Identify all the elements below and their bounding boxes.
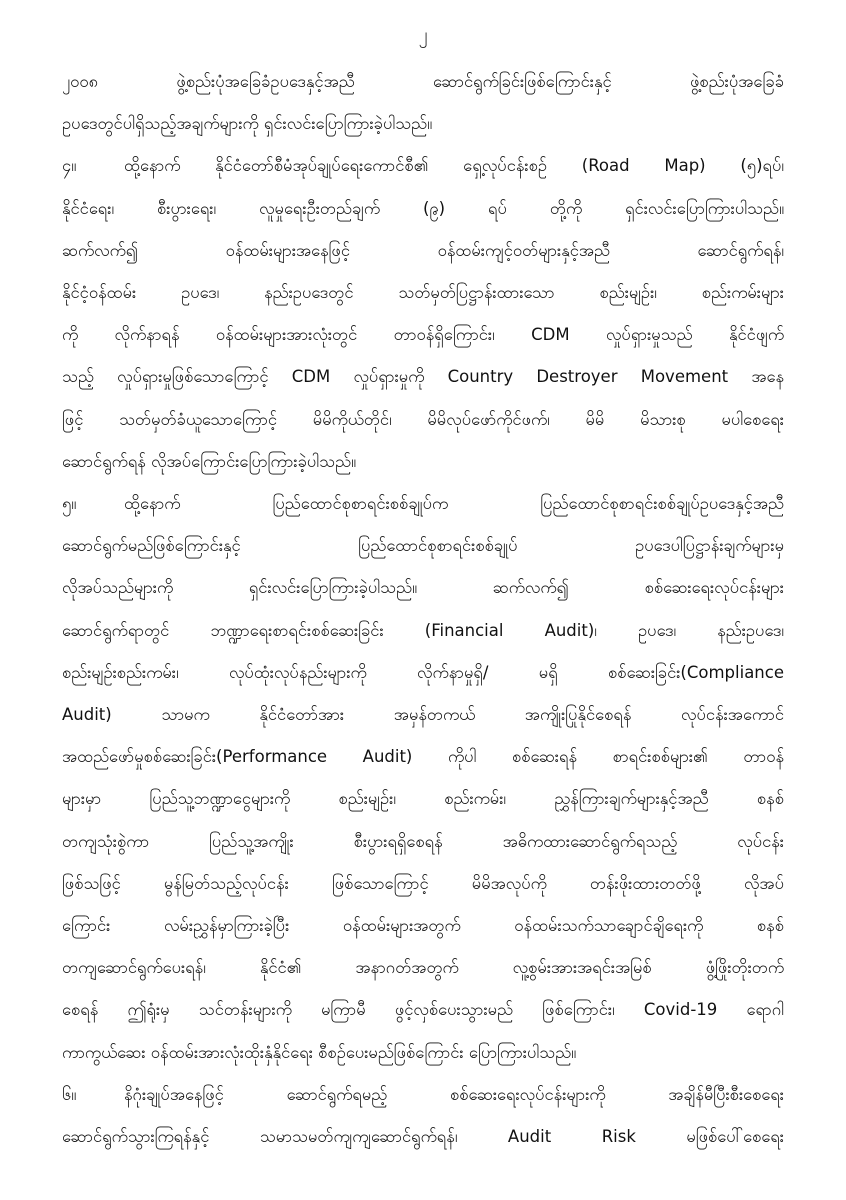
body-line: ဆက်လက်၍ ဝန်ထမ်းများအနေဖြင့် ဝန်ထမ်းကျင့်ဝတ်များနှင့်အညီ ဆောင်ရွက်ရန်၊ [62,240,784,260]
body-line: ဆောင်ရွက်ရန် လိုအပ်ကြောင်းပြောကြားခဲ့ပါသည်။ [62,451,357,471]
body-line: စေရန် ဤရုံးမှ သင်တန်းများကို မကြာမီ ဖွင့်လှစ်ပေးသွားမည် ဖြစ်ကြောင်း၊ Covid-19 ရောဂါ [62,1000,784,1020]
body-line: ကို လိုက်နာရန် ဝန်ထမ်းများအားလုံးတွင် တာဝန်ရှိကြောင်း၊ CDM လှုပ်ရှားမှုသည် နိုင်ငံဖျက် [62,325,784,345]
paragraph-number: ၆။ [62,1084,77,1104]
body-line: သည့် လှုပ်ရှားမှုဖြစ်သောကြောင့် CDM လှုပ်ရှားမှုကို Country Destroyer Movement အနေ [62,367,784,387]
body-line: လိုအပ်သည်များကို ရှင်းလင်းပြောကြားခဲ့ပါသည်။ ဆက်လက်၍ စစ်ဆေးရေးလုပ်ငန်းများ [62,578,784,598]
body-line-text: ထို့နောက် နိုင်ငံတော်စီမံအုပ်ချုပ်ရေးကောင်စီ၏ ရှေ့လုပ်ငန်းစဉ် (Road Map) (၅)ရပ်၊ [124,156,784,176]
body-line: ဖြင့် သတ်မှတ်ခံယူသောကြောင့် မိမိကိုယ်တိုင်၊ မိမိလုပ်ဖော်ကိုင်ဖက်၊ မိမိ မိသားစု မပါစေရေး [62,409,784,429]
body-line: Audit) သာမက နိုင်ငံတော်အား အမှန်တကယ် အကျိုးပြုနိုင်စေရန် လုပ်ငန်းအကောင် [62,705,784,724]
body-line: တကျဆောင်ရွက်ပေးရန်၊ နိုင်ငံ၏ အနာဂတ်အတွက် လူ့စွမ်းအားအရင်းအမြစ် ဖွံ့ဖြိုးတိုးတက် [62,958,784,978]
body-line: စည်းမျဉ်းစည်းကမ်း၊ လုပ်ထုံးလုပ်နည်းများကို လိုက်နာမှုရှိ/ မရှိ စစ်ဆေးခြင်း(Compliance [62,662,784,682]
body-line: အထည်ဖော်မှုစစ်ဆေးခြင်း(Performance Audit) ကိုပါ စစ်ဆေးရန် စာရင်းစစ်များ၏ တာဝန် [62,747,784,767]
body-line: ဆောင်ရွက်မည်ဖြစ်ကြောင်းနှင့် ပြည်ထောင်စုစာရင်းစစ်ချုပ် ဥပဒေပါပြဋ္ဌာန်းချက်များမှ [62,536,784,556]
body-line-text: ထို့နောက် ပြည်ထောင်စုစာရင်းစစ်ချုပ်က ပြည်ထောင်စုစာရင်းစစ်ချုပ်ဥပဒေနှင့်အညီ [124,494,784,513]
body-line: တကျသုံးစွဲကာ ပြည်သူ့အကျိုး စီးပွားရရှိစေရန် အဓိကထားဆောင်ရွက်ရသည့် လုပ်ငန်း [62,831,784,851]
body-line: ကြောင်း လမ်းညွှန်မှာကြားခဲ့ပြီး ဝန်ထမ်းများအတွက် ဝန်ထမ်းသက်သာချောင်ချိရေးကို စနစ် [62,916,784,935]
page-number: ၂ [418,24,428,45]
paragraph-number: ၅။ [62,494,77,513]
body-line: နိုင်ငံရေး၊ စီးပွားရေး၊ လူမှုရေးဦးတည်ချက် (၉) ရပ် တို့ကို ရှင်းလင်းပြောကြားပါသည်။ [62,198,784,218]
paragraph-5-first-line [62,490,784,520]
body-line: ဖြစ်သဖြင့် မွန်မြတ်သည့်လုပ်ငန်း ဖြစ်သောကြောင့် မိမိအလုပ်ကို တန်းဖိုးထားတတ်ဖို့ လိုအပ် [62,873,784,893]
body-line: နိုင်ငံ့ဝန်ထမ်း ဥပဒေ၊ နည်းဥပဒေတွင် သတ်မှတ်ပြဋ္ဌာန်းထားသော စည်းမျဉ်း၊ စည်းကမ်းများ [62,283,784,302]
paragraph-6-first-line [62,1081,784,1111]
paragraph-4-first-line [62,152,784,182]
body-line: ဥပဒေတွင်ပါရှိသည့်အချက်များကို ရှင်းလင်းပြောကြားခဲ့ပါသည်။ [62,114,433,134]
body-line: များမှာ ပြည်သူ့ဘဏ္ဍာငွေများကို စည်းမျဉ်း၊ စည်းကမ်း၊ ညွှန်ကြားချက်များနှင့်အညီ စနစ် [62,789,784,809]
body-line: ဆောင်ရွက်ရာတွင် ဘဏ္ဍာရေးစာရင်းစစ်ဆေးခြင်း (Financial Audit)၊ ဥပဒေ၊ နည်းဥပဒေ၊ [62,620,784,640]
body-line: ကာကွယ်ဆေး ဝန်ထမ်းအားလုံးထိုးနှံနိုင်ရေး စီစဉ်ပေးမည်ဖြစ်ကြောင်း ပြောကြားပါသည်။ [62,1042,577,1062]
body-line: ဆောင်ရွက်သွားကြရန်နှင့် သမာသမတ်ကျကျဆောင်ရွက်ရန်၊ Audit Risk မဖြစ်ပေါ်စေရေး [62,1127,784,1146]
body-line-text: နိဂုံးချုပ်အနေဖြင့် ဆောင်ရွက်ရမည့် စစ်ဆေးရေးလုပ်ငန်းများကို အချိန်မီပြီးစီးစေရေး [124,1084,784,1104]
body-line: ၂၀၀၈ ဖွဲ့စည်းပုံအခြေခံဥပဒေနှင့်အညီ ဆောင်ရွက်ခြင်းဖြစ်ကြောင်းနှင့် ဖွဲ့စည်းပုံအခြေခံ [62,72,784,91]
paragraph-number: ၄။ [62,156,77,176]
